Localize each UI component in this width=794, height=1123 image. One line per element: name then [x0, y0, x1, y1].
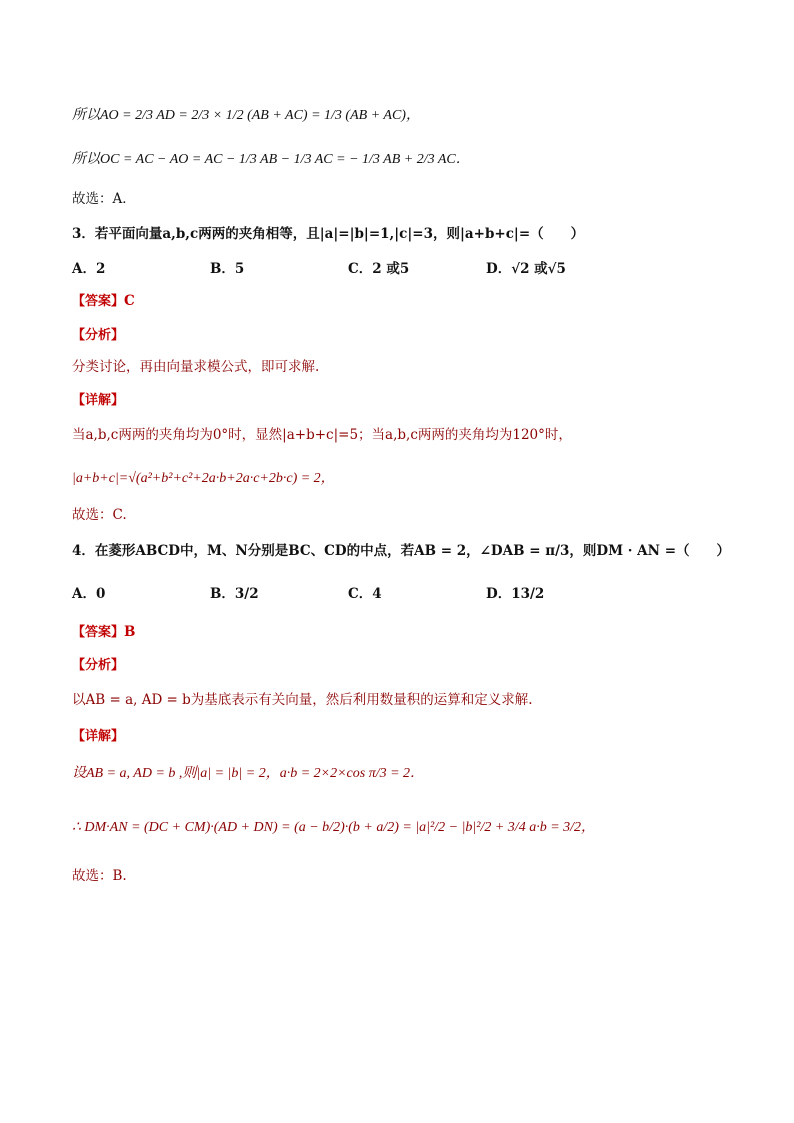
analysis-tag: 【分析】 [72, 658, 125, 673]
q4-conclusion: 故选：B. [72, 868, 127, 884]
q3-option-d: D．√2 或√5 [486, 261, 566, 277]
question-4-stem: 4．在菱形ABCD中，M、N分别是BC、CD的中点，若AB = 2，∠DAB = π/3，则DM · AN =（ ） [72, 543, 731, 559]
q3-detail-line-1: 当a,b,c两两的夹角均为0°时，显然|a+b+c|=5；当a,b,c两两的夹角均为120°时， [72, 427, 572, 443]
q3-analysis-text: 分类讨论，再由向量求模公式，即可求解. [72, 359, 320, 375]
q3-option-a: A．2 [72, 261, 106, 277]
q4-option-c: C．4 [348, 586, 382, 602]
answer-value: C [124, 293, 135, 309]
q3-option-c: C．2 或5 [348, 261, 410, 277]
q4-analysis-text: 以AB = a, AD = b为基底表示有关向量，然后利用数量积的运算和定义求解. [72, 692, 533, 708]
q4-option-a: A．0 [72, 586, 106, 602]
solution-line-1: 所以AO = 2/3 AD = 2/3 × 1/2 (AB + AC) = 1/3 (AB + AC)， [72, 108, 420, 123]
q4-detail-line-1: 设AB = a, AD = b ,则|a| = |b| = 2，a·b = 2×2×cos π/3 = 2． [72, 766, 425, 781]
analysis-tag: 【分析】 [72, 328, 125, 343]
q4-analysis-tag [72, 655, 124, 676]
q4-detail-line-2: ∴ DM·AN = (DC + CM)·(AD + DN) = (a − b/2)·(b + a/2) = |a|²/2 − |b|²/2 + 3/4 a·b = 3/2， [72, 820, 596, 835]
q3-analysis-tag [72, 325, 124, 346]
answer-tag: 【答案】 [72, 625, 125, 640]
question-3-stem: 3．若平面向量a,b,c两两的夹角相等，且|a|=|b|=1,|c|=3，则|a+b+c|=（ ） [72, 226, 585, 242]
detail-tag: 【详解】 [72, 393, 125, 408]
q4-answer [72, 622, 135, 643]
q3-detail-tag [72, 390, 124, 411]
q4-detail-tag [72, 726, 124, 747]
solution-line-2: 所以OC = AC − AO = AC − 1/3 AB − 1/3 AC = − 1/3 AB + 2/3 AC． [72, 152, 470, 167]
solution-conclusion: 故选：A． [72, 191, 136, 207]
q4-option-b: B．3/2 [210, 586, 259, 602]
q3-conclusion: 故选：C. [72, 507, 127, 523]
q4-option-d: D．13/2 [486, 586, 545, 602]
q3-option-b: B．5 [210, 261, 245, 277]
answer-tag: 【答案】 [72, 294, 125, 309]
answer-value: B [124, 624, 136, 640]
detail-tag: 【详解】 [72, 729, 125, 744]
q3-answer [72, 291, 135, 312]
q3-detail-line-2: |a+b+c|=√(a²+b²+c²+2a·b+2a·c+2b·c) = 2， [72, 471, 335, 486]
